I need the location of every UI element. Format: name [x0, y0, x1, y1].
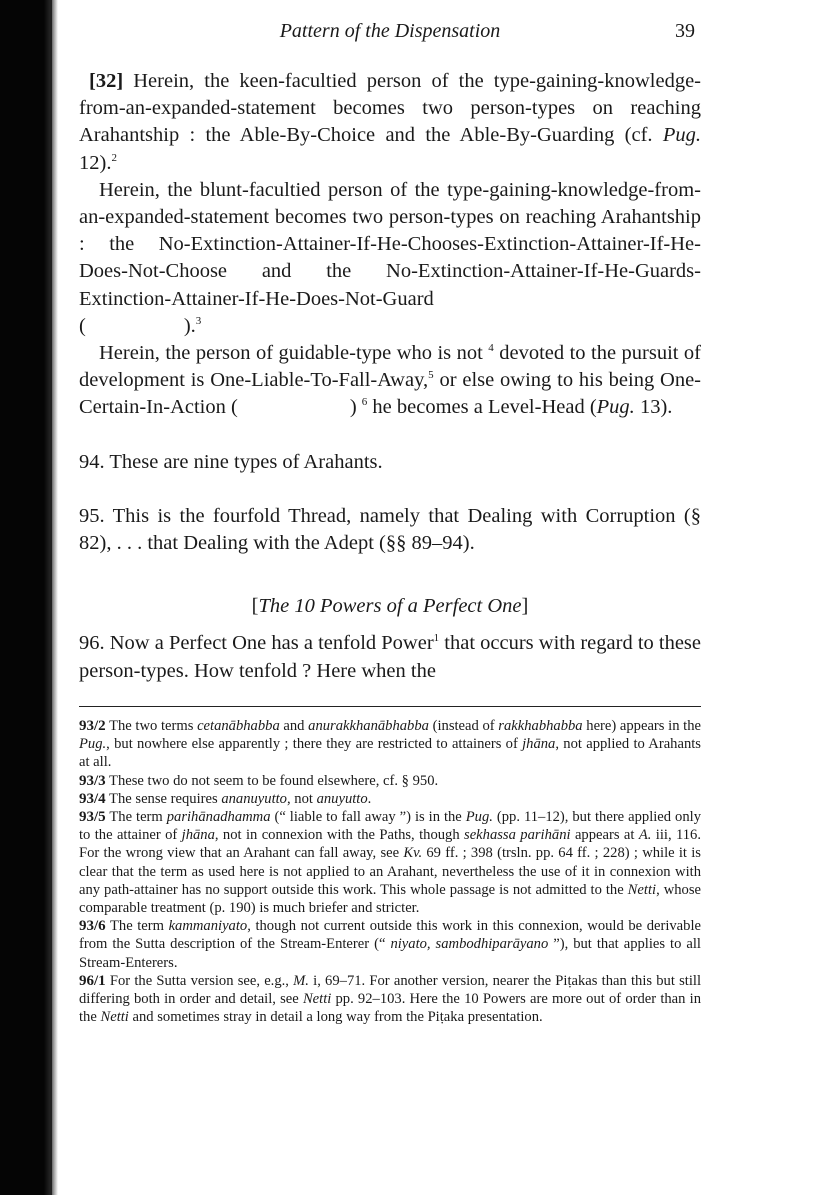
- paragraph-text: 12).: [79, 151, 112, 174]
- spacer: [79, 620, 701, 630]
- footnote-text: 69 ff. ; 398 (trsln. pp. 64 ff. ; 228) ; while it is clear that the term as used here is not applied to an Arahant, nevertheless the use of it in connexion with any path-attainer has no support outside this work. This whole passage is not admitted to the: [79, 845, 701, 898]
- paragraph-text: he becomes a Level-Head (: [367, 396, 597, 419]
- footnote-text: (“ liable to fall away ”) is in the: [270, 809, 466, 826]
- footnote-text: appears at: [570, 827, 639, 844]
- footnote-text: .: [367, 790, 372, 807]
- footnote-text: (instead of: [428, 718, 499, 734]
- footnote-text: , not in connexion with the Paths, though: [214, 827, 465, 844]
- section-heading: [79, 593, 701, 620]
- paragraph-text: devoted to the pursuit of development is One-Liable-To-Fall-Away,: [79, 342, 702, 392]
- footnote-italic-term: Pug.: [79, 736, 107, 753]
- footnote-italic-term: Netti: [627, 881, 657, 898]
- footnote: [79, 808, 701, 917]
- paren-close: ).: [183, 314, 196, 337]
- paragraph-blank-paren: [79, 313, 701, 340]
- footnote-italic-term: niyato, sambodhiparāyano: [390, 936, 549, 953]
- footnote-text: , whose comparable treatment (p. 190) is much briefer and stricter.: [79, 881, 701, 917]
- footnote-number: 96/1: [79, 972, 106, 989]
- footnote-text: ”), but that applies to all Stream-Enterers.: [79, 936, 701, 971]
- paragraph-96: [79, 630, 701, 684]
- footnote-marker: 2: [111, 151, 117, 164]
- paragraph-text: Herein, the keen-facultied person of the type-gaining-knowledge-from-an-expanded-statement becomes two person-types on reaching Arahantship : the Able-By-Choice and the Able-By-Guarding (cf.: [79, 70, 701, 147]
- paragraph-text: 96. Now a Perfect One has a tenfold Power: [79, 632, 434, 655]
- spacer: [79, 476, 701, 503]
- footnote-italic-term: Pug.: [465, 809, 493, 826]
- footnote-italic-term: kammaniyato: [168, 918, 248, 935]
- footnote-number: 93/2: [79, 718, 106, 734]
- footnote-text: , though not current outside this work in this connexion, would be derivable from the Sutta description of the Stream-Enterer (“: [79, 918, 701, 953]
- bracket-close: ]: [521, 595, 529, 618]
- footnote-marker: 4: [488, 342, 494, 355]
- running-title: Pattern of the Dispensation: [279, 20, 501, 42]
- footnote-text: iii, 116. For the wrong view that an Arahant can fall away, see: [79, 827, 701, 862]
- footnote-number: 93/5: [79, 809, 106, 826]
- footnote-text: For the Sutta version see, e.g.,: [105, 972, 294, 989]
- footnote-italic-term: parihānadhamma: [166, 809, 271, 826]
- paren-close: ): [349, 396, 357, 419]
- paragraph-text: Herein, the blunt-facultied person of the type-gaining-knowledge-from-an-expanded-statement becomes two person-types on reaching Arahantship : the No-Extinction-Attainer-If-He-Chooses-Extinction-Attainer-If-He-Does-Not-Choose and the No-Extinction-Attainer-If-He-Guards-Extinction-Attainer-If-He-Does-Not-Guard: [79, 178, 701, 310]
- paragraph-text: Herein, the person of guidable-type who is not: [99, 342, 489, 365]
- paragraph-text: 13).: [634, 396, 673, 419]
- footnote-italic-term: rakkhabhabba: [498, 718, 583, 734]
- footnote-number: 93/6: [79, 918, 106, 935]
- paragraph-marker: [32]: [89, 70, 124, 92]
- footnote-text: (pp. 11–12), but there applied only to the attainer of: [79, 809, 701, 844]
- footnote-italic-term: Kv.: [403, 845, 423, 862]
- paren-open: (: [79, 314, 86, 337]
- footnote-italic-term: Netti: [302, 991, 332, 1008]
- paragraph-blunt-facultied: [79, 177, 701, 313]
- footnote-number: 93/4: [79, 790, 106, 807]
- footnote-number: 93/3: [79, 772, 106, 789]
- footnote-text: These two do not seem to be found elsewhere, cf. § 950.: [105, 772, 439, 789]
- paragraph-text: or else owing to his being One-Certain-In-Action (: [79, 369, 702, 419]
- footnote-marker: 1: [433, 632, 440, 645]
- footnote: [79, 717, 701, 772]
- footnote-text: , not: [286, 790, 317, 807]
- footnote-text: pp. 92–103. Here the 10 Powers are more out of order than in the: [79, 991, 701, 1026]
- footnote-text: The term: [105, 809, 167, 826]
- footnote-italic-term: jhāna: [181, 827, 215, 844]
- reference: Pug.: [596, 396, 635, 419]
- footnote-italic-term: jhāna: [522, 736, 556, 753]
- footnote-text: here) appears in the: [582, 718, 701, 734]
- footnote: [79, 917, 701, 972]
- footnote: [79, 772, 701, 790]
- section-title: The 10 Powers of a Perfect One: [258, 595, 522, 618]
- footnote-marker: 5: [428, 369, 434, 382]
- footnote-marker: 3: [195, 314, 202, 327]
- paragraph-95: 95. This is the fourfold Thread, namely that Dealing with Corruption (§ 82), . . . that Dealing with the Adept (§§ 89–94).: [79, 504, 701, 555]
- footnote-italic-term: anurakkhanābhabba: [308, 718, 429, 734]
- footnote-italic-term: ananuyutto: [221, 790, 287, 807]
- footnote-italic-term: M.: [293, 972, 309, 989]
- footnote-text: i, 69–71. For another version, nearer the Piṭakas than this but still differing both in order and detail, see: [79, 972, 702, 1008]
- footnote-italic-term: sekhassa parihāni: [464, 827, 571, 844]
- bracket-open: [: [251, 595, 259, 618]
- main-text: [79, 68, 701, 685]
- footnote: [79, 790, 701, 808]
- footnote-text: The two terms: [105, 718, 198, 734]
- spacer: [79, 422, 701, 449]
- running-head: [79, 20, 701, 46]
- paragraph-32: [79, 68, 701, 177]
- footnote: [79, 972, 701, 1027]
- footnote-text: The sense requires: [105, 790, 222, 807]
- footnote-italic-term: cetanābhabba: [197, 718, 280, 734]
- footnote-text: and: [279, 718, 309, 734]
- footnote-text: , but nowhere else apparently ; there they are restricted to attainers of: [106, 736, 523, 753]
- paragraph-guidable-type: [79, 340, 701, 422]
- footnote-italic-term: Netti: [100, 1009, 129, 1026]
- footnote-separator: [79, 706, 701, 707]
- paragraph-94: 94. These are nine types of Arahants.: [79, 450, 383, 473]
- page-number: 39: [675, 20, 695, 42]
- spacer: [79, 557, 701, 593]
- footnote-text: and sometimes stray in detail a long way from the Piṭaka presentation.: [128, 1009, 543, 1026]
- footnote-marker: 6: [361, 396, 368, 409]
- footnote-text: , not applied to Arahants at all.: [79, 736, 701, 771]
- footnote-italic-term: anuyutto: [316, 790, 368, 807]
- footnote-italic-term: A.: [638, 827, 652, 844]
- binding-edge-gradient: [44, 0, 58, 1195]
- paragraph-text: that occurs with regard to these person-types. How tenfold ? Here when the: [79, 632, 702, 682]
- footnote-text: The term: [105, 918, 169, 935]
- footnotes: [79, 717, 701, 1026]
- reference: Pug.: [662, 124, 701, 147]
